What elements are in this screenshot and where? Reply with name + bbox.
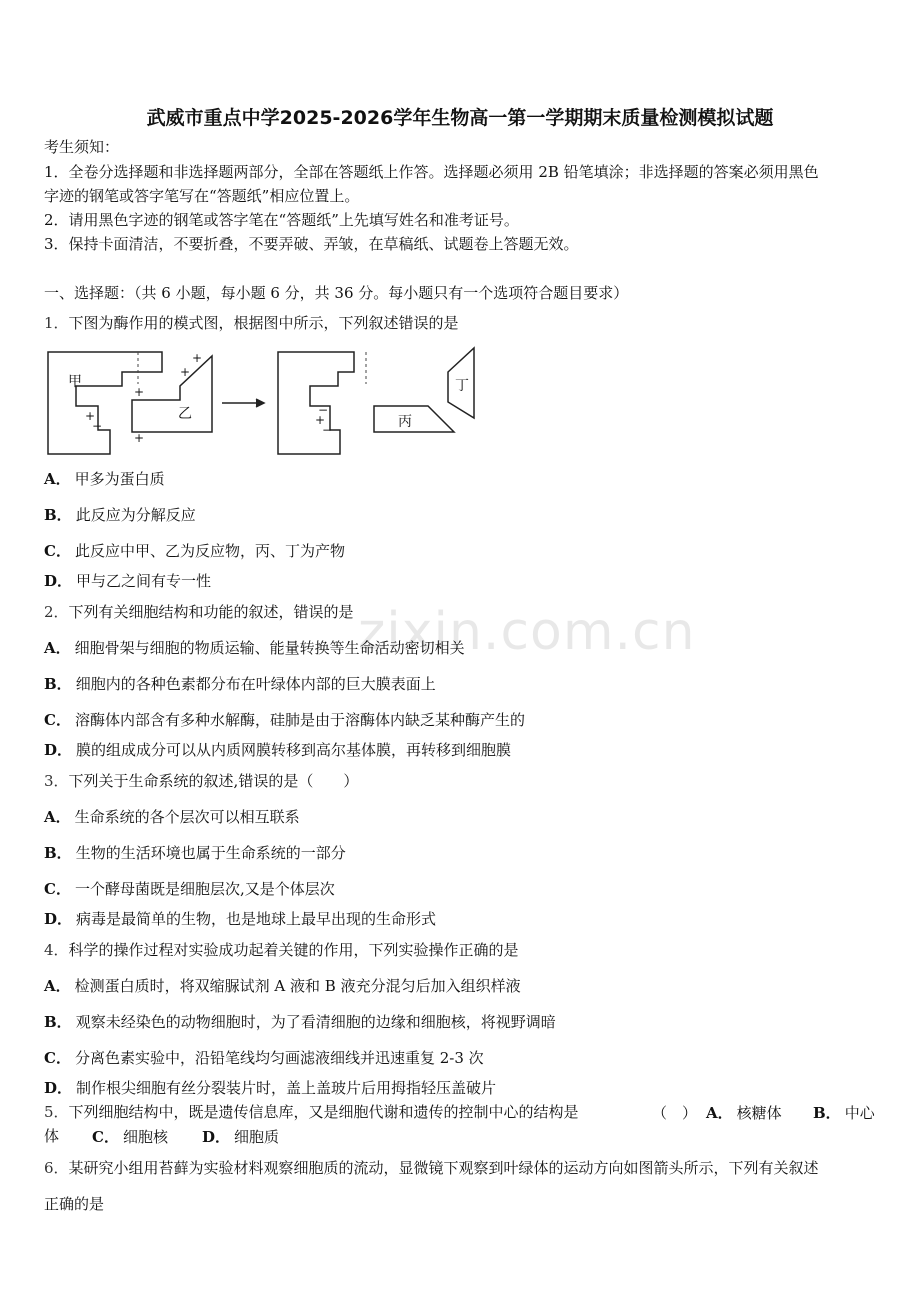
option-text: 核糖体	[736, 1104, 782, 1122]
option-text: 此反应中甲、乙为反应物，丙、丁为产物	[74, 542, 345, 560]
charge-plus: +	[315, 413, 326, 427]
option-text: 此反应为分解反应	[75, 506, 196, 524]
option-text: 制作根尖细胞有丝分裂装片时，盖上盖玻片后用拇指轻压盖破片	[76, 1079, 497, 1097]
question-number: 2．	[44, 603, 69, 621]
option-letter: A．	[44, 470, 71, 488]
option-text: 细胞内的各种色素都分布在叶绿体内部的巨大膜表面上	[75, 675, 436, 693]
charge-plus: +	[134, 431, 145, 445]
option	[813, 1102, 875, 1123]
option-letter: B．	[44, 844, 72, 862]
option-letter: C．	[44, 542, 71, 560]
option-text: 观察未经染色的动物细胞时，为了看清细胞的边缘和细胞核，将视野调暗	[75, 1013, 556, 1031]
option-text: 一个酵母菌既是细胞层次,又是个体层次	[74, 880, 335, 898]
option-text: 细胞核	[122, 1128, 168, 1146]
question-text: 下图为酶作用的模式图，根据图中所示，下列叙述错误的是	[68, 314, 459, 332]
option-letter: A．	[44, 977, 71, 995]
option-text: 细胞骨架与细胞的物质运输、能量转换等生命活动密切相关	[74, 639, 465, 657]
question-6-stem-continued: 正确的是	[44, 1195, 105, 1213]
question-1-stem	[44, 313, 459, 333]
question-4-stem	[44, 940, 519, 960]
option-letter: D．	[202, 1128, 231, 1146]
option	[44, 976, 521, 996]
question-text: 科学的操作过程对实验成功起着关键的作用，下列实验操作正确的是	[68, 941, 519, 959]
option	[44, 571, 211, 591]
option-letter: C．	[44, 711, 71, 729]
option	[44, 674, 436, 694]
option-letter: A．	[44, 808, 71, 826]
charge-plus: +	[134, 385, 145, 399]
notice-item: 1．全卷分选择题和非选择题两部分，全部在答题纸上作答。选择题必须用 2B 铅笔填涂；非选择题的答案必须用黑色	[44, 163, 819, 181]
option	[44, 541, 345, 561]
page-title: 武威市重点中学2025-2026学年生物高一第一学期期末质量检测模拟试题	[146, 107, 774, 129]
option-text: 甲与乙之间有专一性	[76, 572, 212, 590]
option	[202, 1126, 279, 1147]
question-text: 下列细胞结构中，既是遗传信息库，又是细胞代谢和遗传的控制中心的结构是	[68, 1103, 579, 1121]
option-letter: D．	[44, 1079, 73, 1097]
label-ding: 丁	[455, 378, 469, 394]
charge-minus: −	[318, 403, 329, 417]
option	[44, 843, 346, 863]
option	[44, 505, 196, 525]
notice-item: 字迹的钢笔或答字笔写在“答题纸”相应位置上。	[44, 187, 360, 205]
option-continuation	[44, 1126, 59, 1146]
option	[44, 1012, 556, 1032]
option-letter: C．	[92, 1128, 119, 1146]
enzyme-diagram	[40, 342, 490, 462]
option-text: 生物的生活环境也属于生命系统的一部分	[75, 844, 346, 862]
notice-item: 2．请用黑色字迹的钢笔或答字笔在“答题纸”上先填写姓名和准考证号。	[44, 211, 519, 229]
option	[44, 1078, 496, 1098]
option-letter: B．	[813, 1104, 841, 1122]
question-text: 下列关于生命系统的叙述,错误的是（ ）	[68, 772, 359, 790]
product-bing-shape	[374, 406, 454, 432]
option-text: 膜的组成成分可以从内质网膜转移到高尔基体膜，再转移到细胞膜	[76, 741, 512, 759]
option-text: 中心	[844, 1104, 875, 1122]
option-letter: B．	[44, 506, 72, 524]
option	[44, 807, 300, 827]
option-text: 检测蛋白质时，将双缩脲试剂 A 液和 B 液充分混匀后加入组织样液	[74, 977, 521, 995]
option-letter: A．	[44, 639, 71, 657]
option-text: 溶酶体内部含有多种水解酶，硅肺是由于溶酶体内缺乏某种酶产生的	[74, 711, 525, 729]
notice-heading: 考生须知：	[44, 138, 120, 156]
option	[44, 909, 436, 929]
charge-minus: −	[92, 419, 103, 433]
label-yi: 乙	[178, 406, 192, 422]
option-letter: C．	[44, 880, 71, 898]
charge-plus: +	[85, 409, 96, 423]
option-letter: B．	[44, 675, 72, 693]
question-number: 3．	[44, 772, 69, 790]
option	[44, 740, 511, 760]
option-letter: D．	[44, 910, 73, 928]
option	[44, 710, 525, 730]
charge-minus: −	[322, 423, 333, 437]
option-text: 甲多为蛋白质	[74, 470, 165, 488]
question-number: 4．	[44, 941, 69, 959]
charge-plus: +	[192, 351, 203, 365]
option-letter: D．	[44, 741, 73, 759]
question-number: 1．	[44, 314, 69, 332]
option-text: 分离色素实验中，沿铅笔线均匀画滤液细线并迅速重复 2-3 次	[74, 1049, 484, 1067]
option	[706, 1102, 782, 1123]
option	[44, 469, 165, 489]
notice-item: 3．保持卡面清洁，不要折叠，不要弄破、弄皱，在草稿纸、试题卷上答题无效。	[44, 235, 579, 253]
question-3-stem	[44, 771, 358, 791]
question-number: 6．	[44, 1159, 69, 1177]
enzyme-jia-shape	[48, 352, 162, 454]
question-text: 某研究小组用苔藓为实验材料观察细胞质的流动，显微镜下观察到叶绿体的运动方向如图箭头所示，下列有关叙述	[68, 1159, 819, 1177]
question-text: 下列有关细胞结构和功能的叙述，错误的是	[68, 603, 354, 621]
charge-plus: +	[180, 365, 191, 379]
enzyme-jia-shape-after	[278, 352, 354, 454]
option-letter: B．	[44, 1013, 72, 1031]
label-jia: 甲	[68, 374, 82, 390]
answer-paren: （ ）	[652, 1104, 698, 1122]
option-letter: C．	[44, 1049, 71, 1067]
option-text: 细胞质	[234, 1128, 280, 1146]
option	[92, 1126, 168, 1147]
question-5-stem	[44, 1102, 579, 1122]
option-text: 病毒是最简单的生物，也是地球上最早出现的生命形式	[76, 910, 437, 928]
question-2-stem	[44, 602, 354, 622]
label-bing: 丙	[398, 414, 412, 430]
option	[44, 879, 335, 899]
option-text: 体	[44, 1127, 60, 1145]
watermark: zixin.com.cn	[358, 602, 696, 662]
question-6-stem	[44, 1158, 819, 1178]
option-letter: D．	[44, 572, 73, 590]
option	[44, 1048, 484, 1068]
question-number: 5．	[44, 1103, 69, 1121]
option-letter: A．	[706, 1104, 733, 1122]
option-text: 生命系统的各个层次可以相互联系	[74, 808, 300, 826]
section-heading: 一、选择题：（共 6 小题，每小题 6 分，共 36 分。每小题只有一个选项符合题目要求）	[44, 284, 629, 302]
